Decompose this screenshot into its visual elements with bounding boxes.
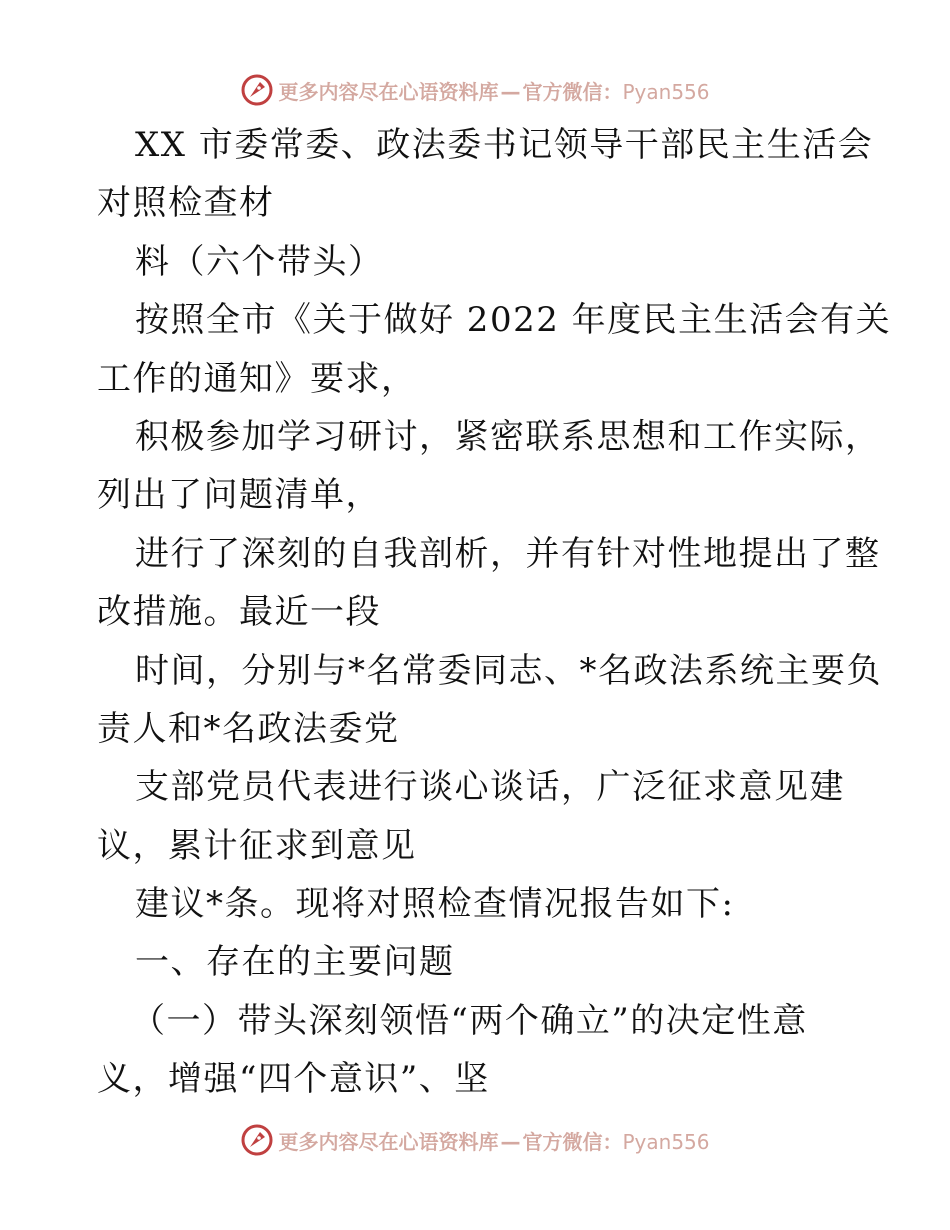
paragraph-line: 按照全市《关于做好 2022 年度民主生活会有关 [135, 300, 892, 341]
title-line-2: 对照检查材 [97, 183, 275, 224]
watermark-separator: — [500, 1129, 521, 1154]
paragraph-line: 改措施。最近一段 [97, 592, 381, 633]
paragraph-line: 列出了问题清单， [97, 475, 381, 516]
watermark-wechat-id: Pyan556 [622, 79, 710, 104]
watermark-text [278, 76, 709, 105]
paragraph-line: 责人和*名政法委党 [97, 708, 400, 749]
pen-nib-circle-icon [240, 73, 274, 107]
pen-nib-circle-icon [240, 1123, 274, 1157]
header-watermark [0, 70, 950, 110]
footer-watermark [0, 1120, 950, 1160]
subsection-heading-cont: 义，增强“四个意识”、坚 [97, 1059, 490, 1100]
watermark-slogan: 更多内容尽在心语资料库 [278, 1129, 499, 1154]
paragraph-line: 时间，分别与*名常委同志、*名政法系统主要负 [135, 650, 882, 691]
watermark-text [278, 1126, 709, 1155]
subsection-heading: （一）带头深刻领悟“两个确立”的决定性意 [131, 1000, 808, 1041]
paragraph-line: 进行了深刻的自我剖析，并有针对性地提出了整 [135, 533, 881, 574]
document-body [97, 116, 892, 1109]
watermark-separator: — [500, 79, 521, 104]
title-line-1: XX 市委常委、政法委书记领导干部民主生活会 [135, 125, 874, 165]
paragraph-line: 建议*条。现将对照检查情况报告如下: [135, 884, 735, 925]
watermark-label: 官方微信： [522, 79, 623, 104]
watermark-wechat-id: Pyan556 [622, 1129, 710, 1154]
paragraph-line: 积极参加学习研讨，紧密联系思想和工作实际， [135, 416, 881, 457]
paragraph-line: 支部党员代表进行谈心谈话，广泛征求意见建 [135, 767, 845, 808]
paragraph-line: 议，累计征求到意见 [97, 825, 417, 866]
paragraph-line: 工作的通知》要求， [97, 358, 417, 399]
watermark-label: 官方微信： [522, 1129, 623, 1154]
section-heading: 一、存在的主要问题 [135, 942, 455, 983]
title-line-3: 料（六个带头） [135, 241, 384, 282]
watermark-slogan: 更多内容尽在心语资料库 [278, 79, 499, 104]
